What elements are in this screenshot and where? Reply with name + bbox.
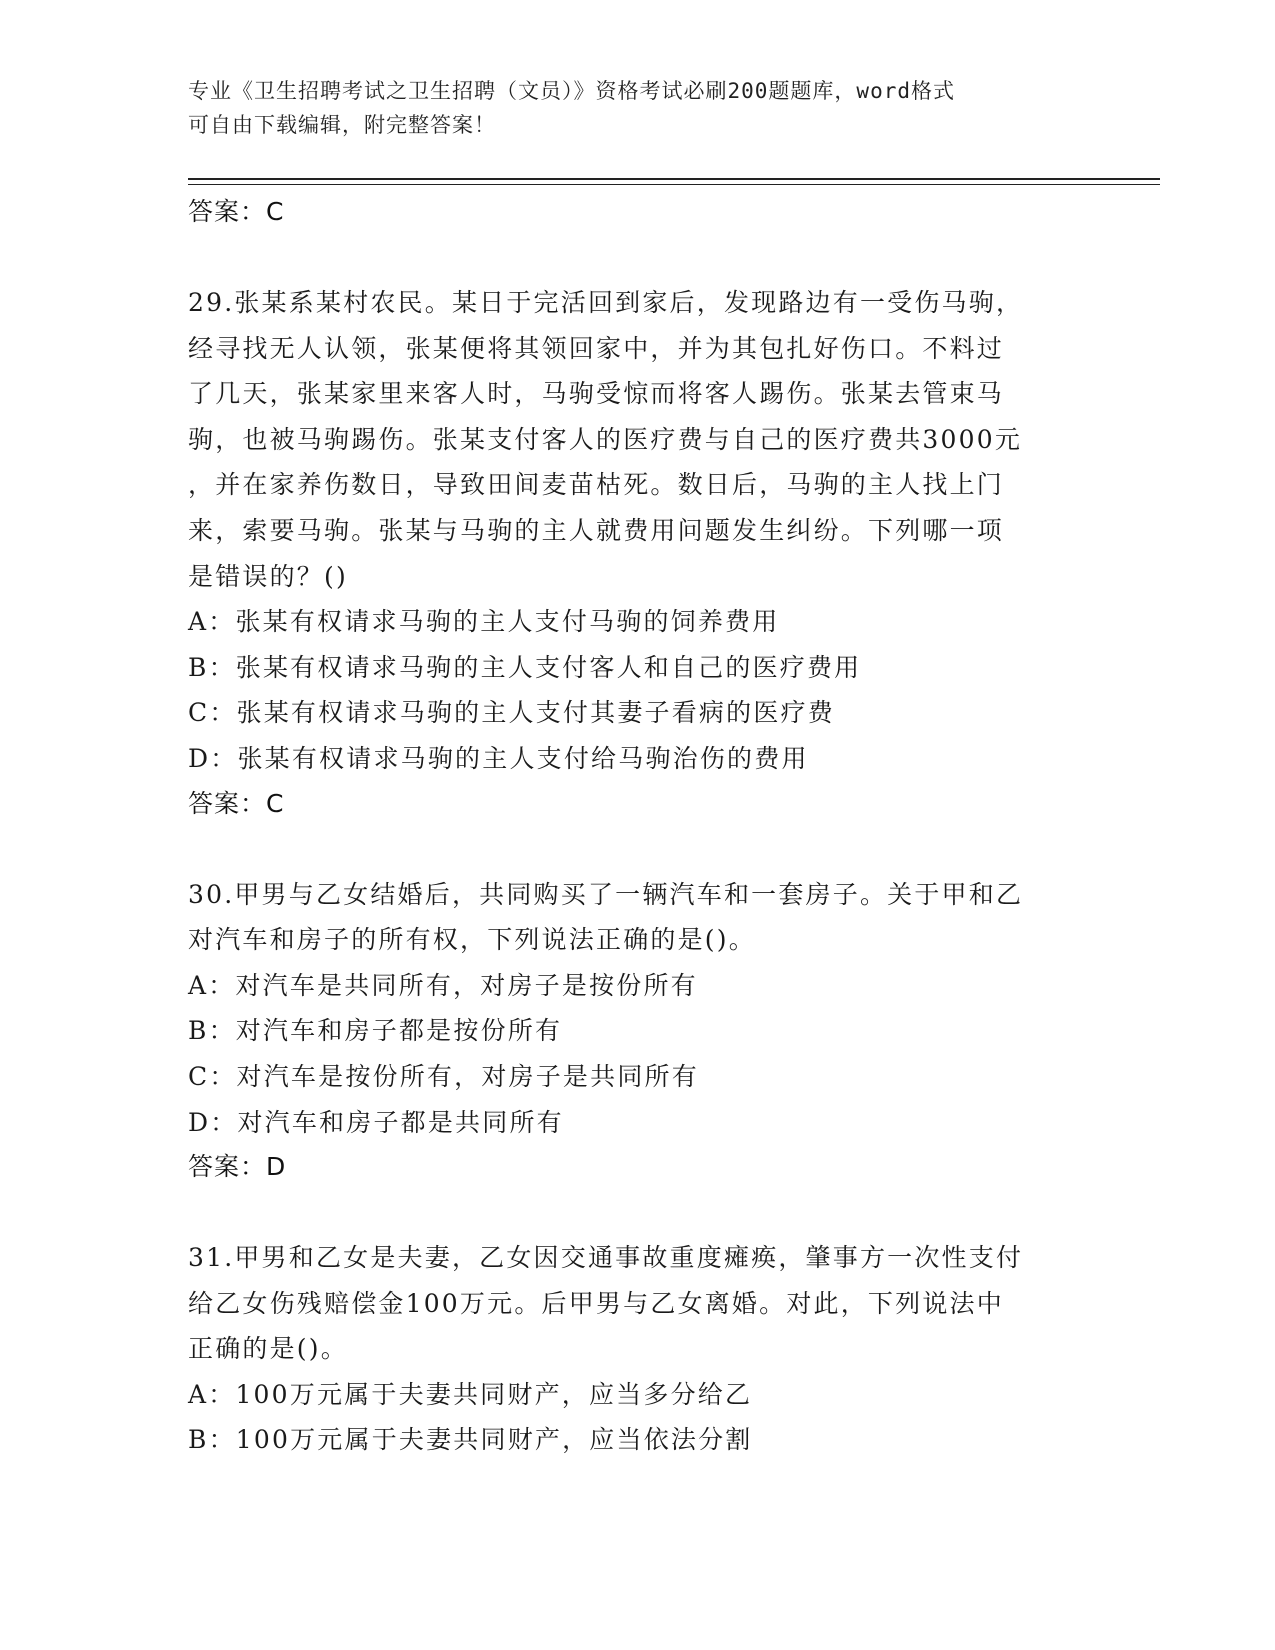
header-divider-thick (188, 178, 1160, 180)
option-d: D：对汽车和房子都是共同所有 (188, 1107, 564, 1137)
option-c: C：张某有权请求马驹的主人支付其妻子看病的医疗费 (188, 698, 835, 728)
option-d: D：张某有权请求马驹的主人支付给马驹治伤的费用 (188, 743, 809, 773)
header-line-1: 专业《卫生招聘考试之卫生招聘（文员）》资格考试必刷200题题库，word格式 (188, 79, 955, 103)
option-a: A：对汽车是共同所有，对房子是按份所有 (188, 970, 698, 1000)
question-31 (188, 1235, 1088, 1463)
question-text-line: 30.甲男与乙女结婚后，共同购买了一辆汽车和一套房子。关于甲和乙 (188, 879, 1024, 909)
header-line-2: 可自由下载编辑，附完整答案！ (188, 113, 496, 137)
question-text-line: 正确的是()。 (188, 1334, 348, 1364)
question-text-line: 驹，也被马驹踢伤。张某支付客人的医疗费与自己的医疗费共3000元 (188, 424, 1023, 454)
question-text-line: ，并在家养伤数日，导致田间麦苗枯死。数日后，马驹的主人找上门 (188, 470, 1005, 500)
header-divider-thin (188, 184, 1160, 185)
option-b: B：100万元属于夫妻共同财产，应当依法分割 (188, 1425, 753, 1455)
option-c: C：对汽车是按份所有，对房子是共同所有 (188, 1061, 699, 1091)
question-text-line: 来，索要马驹。张某与马驹的主人就费用问题发生纠纷。下列哪一项 (188, 515, 1005, 545)
option-b: B：对汽车和房子都是按份所有 (188, 1016, 563, 1046)
question-text-line: 29.张某系某村农民。某日于完活回到家后，发现路边有一受伤马驹， (188, 288, 1024, 317)
question-29 (188, 280, 1088, 826)
question-text-line: 给乙女伤残赔偿金100万元。后甲男与乙女离婚。对此，下列说法中 (188, 1288, 1004, 1318)
option-a: A：张某有权请求马驹的主人支付马驹的饲养费用 (188, 607, 780, 637)
answer-29: 答案：C (188, 788, 285, 818)
question-text-line: 是错误的？() (188, 561, 348, 591)
option-a: A：100万元属于夫妻共同财产，应当多分给乙 (188, 1379, 753, 1409)
document-header (188, 74, 1088, 142)
previous-answer: 答案：C (188, 197, 285, 226)
option-b: B：张某有权请求马驹的主人支付客人和自己的医疗费用 (188, 652, 862, 682)
document-body (188, 190, 1088, 1463)
question-30 (188, 872, 1088, 1190)
question-text-line: 了几天，张某家里来客人时，马驹受惊而将客人踢伤。张某去管束马 (188, 379, 1005, 409)
question-text-line: 经寻找无人认领，张某便将其领回家中，并为其包扎好伤口。不料过 (188, 333, 1005, 363)
question-text-line: 31.甲男和乙女是夫妻，乙女因交通事故重度瘫痪，肇事方一次性支付 (188, 1243, 1024, 1273)
question-text-line: 对汽车和房子的所有权，下列说法正确的是()。 (188, 925, 756, 955)
answer-30: 答案：D (188, 1152, 287, 1182)
